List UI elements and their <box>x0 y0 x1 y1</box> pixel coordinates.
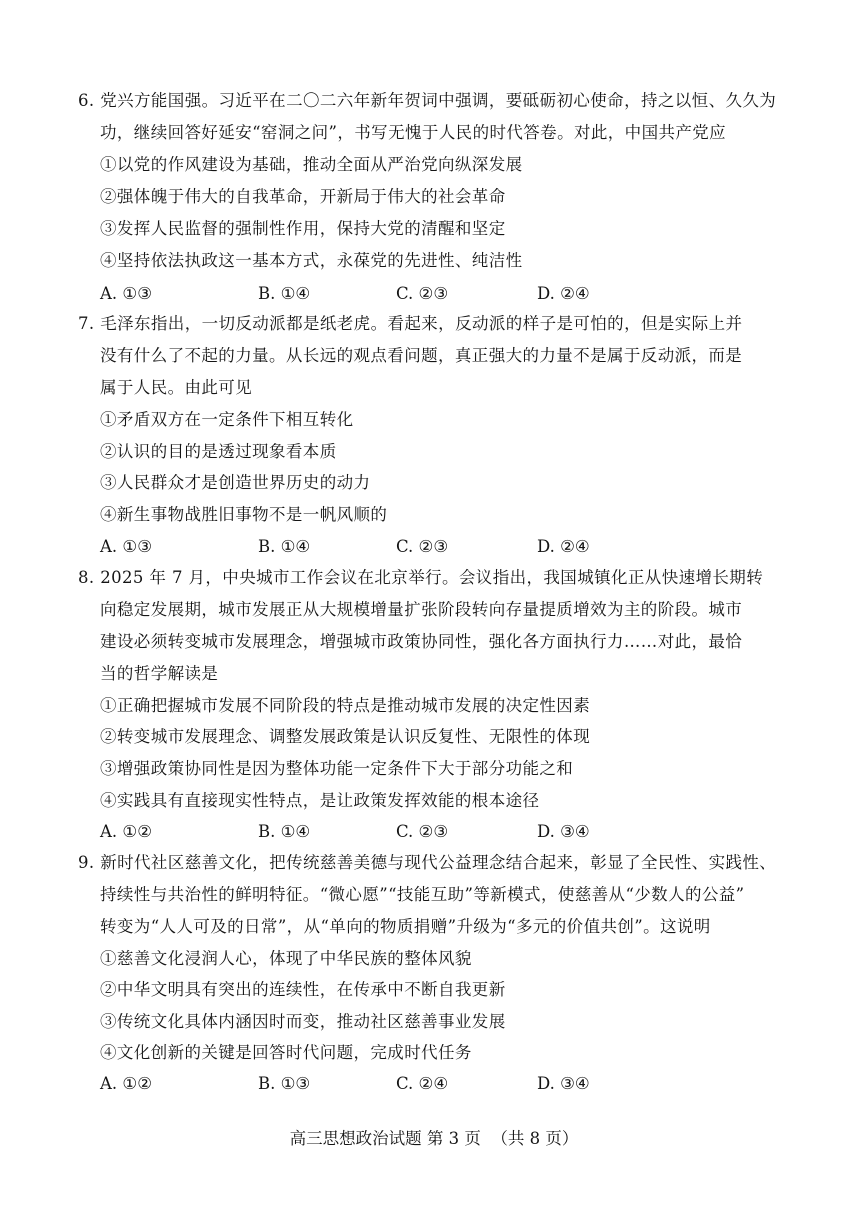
page-footer: 高三思想政治试题 第 3 页 （共 8 页） <box>289 1129 579 1148</box>
question-6-item-3: ③发挥人民监督的强制性作用，保持大党的清醒和坚定 <box>100 219 506 238</box>
option-d: D. ②④ <box>537 284 590 303</box>
option-c: C. ②④ <box>396 1074 449 1093</box>
question-8-item-3: ③增强政策协同性是因为整体功能一定条件下大于部分功能之和 <box>100 759 574 778</box>
option-c: C. ②③ <box>396 284 449 303</box>
option-d: D. ③④ <box>537 1074 590 1093</box>
option-a: A. ①② <box>100 1074 152 1093</box>
question-7-stem-line-3: 属于人民。由此可见 <box>100 378 253 397</box>
question-9-item-3: ③传统文化具体内涵因时而变，推动社区慈善事业发展 <box>100 1012 506 1031</box>
option-a: A. ①③ <box>100 284 152 303</box>
option-a: A. ①② <box>100 822 152 841</box>
question-7-item-4: ④新生事物战胜旧事物不是一帆风顺的 <box>100 505 388 524</box>
question-6-stem-line-1: 6. 党兴方能国强。习近平在二〇二六年新年贺词中强调，要砥砺初心使命，持之以恒、久久为 <box>78 91 777 110</box>
question-6-item-2: ②强体魄于伟大的自我革命，开新局于伟大的社会革命 <box>100 187 506 206</box>
option-b: B. ①④ <box>258 822 311 841</box>
question-8-stem-line-4: 当的哲学解读是 <box>100 664 219 683</box>
option-d: D. ②④ <box>537 537 590 556</box>
question-8-stem-line-2: 向稳定发展期，城市发展正从大规模增量扩张阶段转向存量提质增效为主的阶段。城市 <box>100 600 743 619</box>
question-9-item-2: ②中华文明具有突出的连续性，在传承中不断自我更新 <box>100 980 506 999</box>
option-b: B. ①④ <box>258 284 311 303</box>
question-6-stem-line-2: 功，继续回答好延安“窑洞之问”，书写无愧于人民的时代答卷。对此，中国共产党应 <box>100 123 727 142</box>
question-9-stem-line-2: 持续性与共治性的鲜明特征。“微心愿”“技能互助”等新模式，使慈善从“少数人的公益” <box>100 885 745 904</box>
question-9-stem-line-1: 9. 新时代社区慈善文化，把传统慈善美德与现代公益理念结合起来，彰显了全民性、实践性、 <box>78 853 777 872</box>
question-9-stem-line-3: 转变为“人人可及的日常”，从“单向的物质捐赠”升级为“多元的价值共创”。这说明 <box>100 917 711 936</box>
question-8-item-2: ②转变城市发展理念、调整发展政策是认识反复性、无限性的体现 <box>100 727 591 746</box>
question-8-item-1: ①正确把握城市发展不同阶段的特点是推动城市发展的决定性因素 <box>100 696 591 715</box>
question-7-stem-line-2: 没有什么了不起的力量。从长远的观点看问题，真正强大的力量不是属于反动派，而是 <box>100 346 743 365</box>
question-8-stem-line-1: 8. 2025 年 7 月，中央城市工作会议在北京举行。会议指出，我国城镇化正从快速增长期转 <box>78 568 764 587</box>
question-7-item-3: ③人民群众才是创造世界历史的动力 <box>100 473 371 492</box>
option-b: B. ①③ <box>258 1074 311 1093</box>
option-b: B. ①④ <box>258 537 311 556</box>
question-9-item-4: ④文化创新的关键是回答时代问题，完成时代任务 <box>100 1043 472 1062</box>
question-8-stem-line-3: 建设必须转变城市发展理念，增强城市政策协同性，强化各方面执行力……对此，最恰 <box>100 632 743 651</box>
question-9-item-1: ①慈善文化浸润人心，体现了中华民族的整体风貌 <box>100 949 472 968</box>
question-7-item-1: ①矛盾双方在一定条件下相互转化 <box>100 410 354 429</box>
question-7-stem-line-1: 7. 毛泽东指出，一切反动派都是纸老虎。看起来，反动派的样子是可怕的，但是实际上并 <box>78 314 743 333</box>
option-c: C. ②③ <box>396 822 449 841</box>
question-8-item-4: ④实践具有直接现实性特点，是让政策发挥效能的根本途径 <box>100 791 540 810</box>
question-6-item-4: ④坚持依法执政这一基本方式，永葆党的先进性、纯洁性 <box>100 251 523 270</box>
option-a: A. ①③ <box>100 537 152 556</box>
option-c: C. ②③ <box>396 537 449 556</box>
question-7-item-2: ②认识的目的是透过现象看本质 <box>100 442 337 461</box>
question-6-item-1: ①以党的作风建设为基础，推动全面从严治党向纵深发展 <box>100 155 523 174</box>
option-d: D. ③④ <box>537 822 590 841</box>
